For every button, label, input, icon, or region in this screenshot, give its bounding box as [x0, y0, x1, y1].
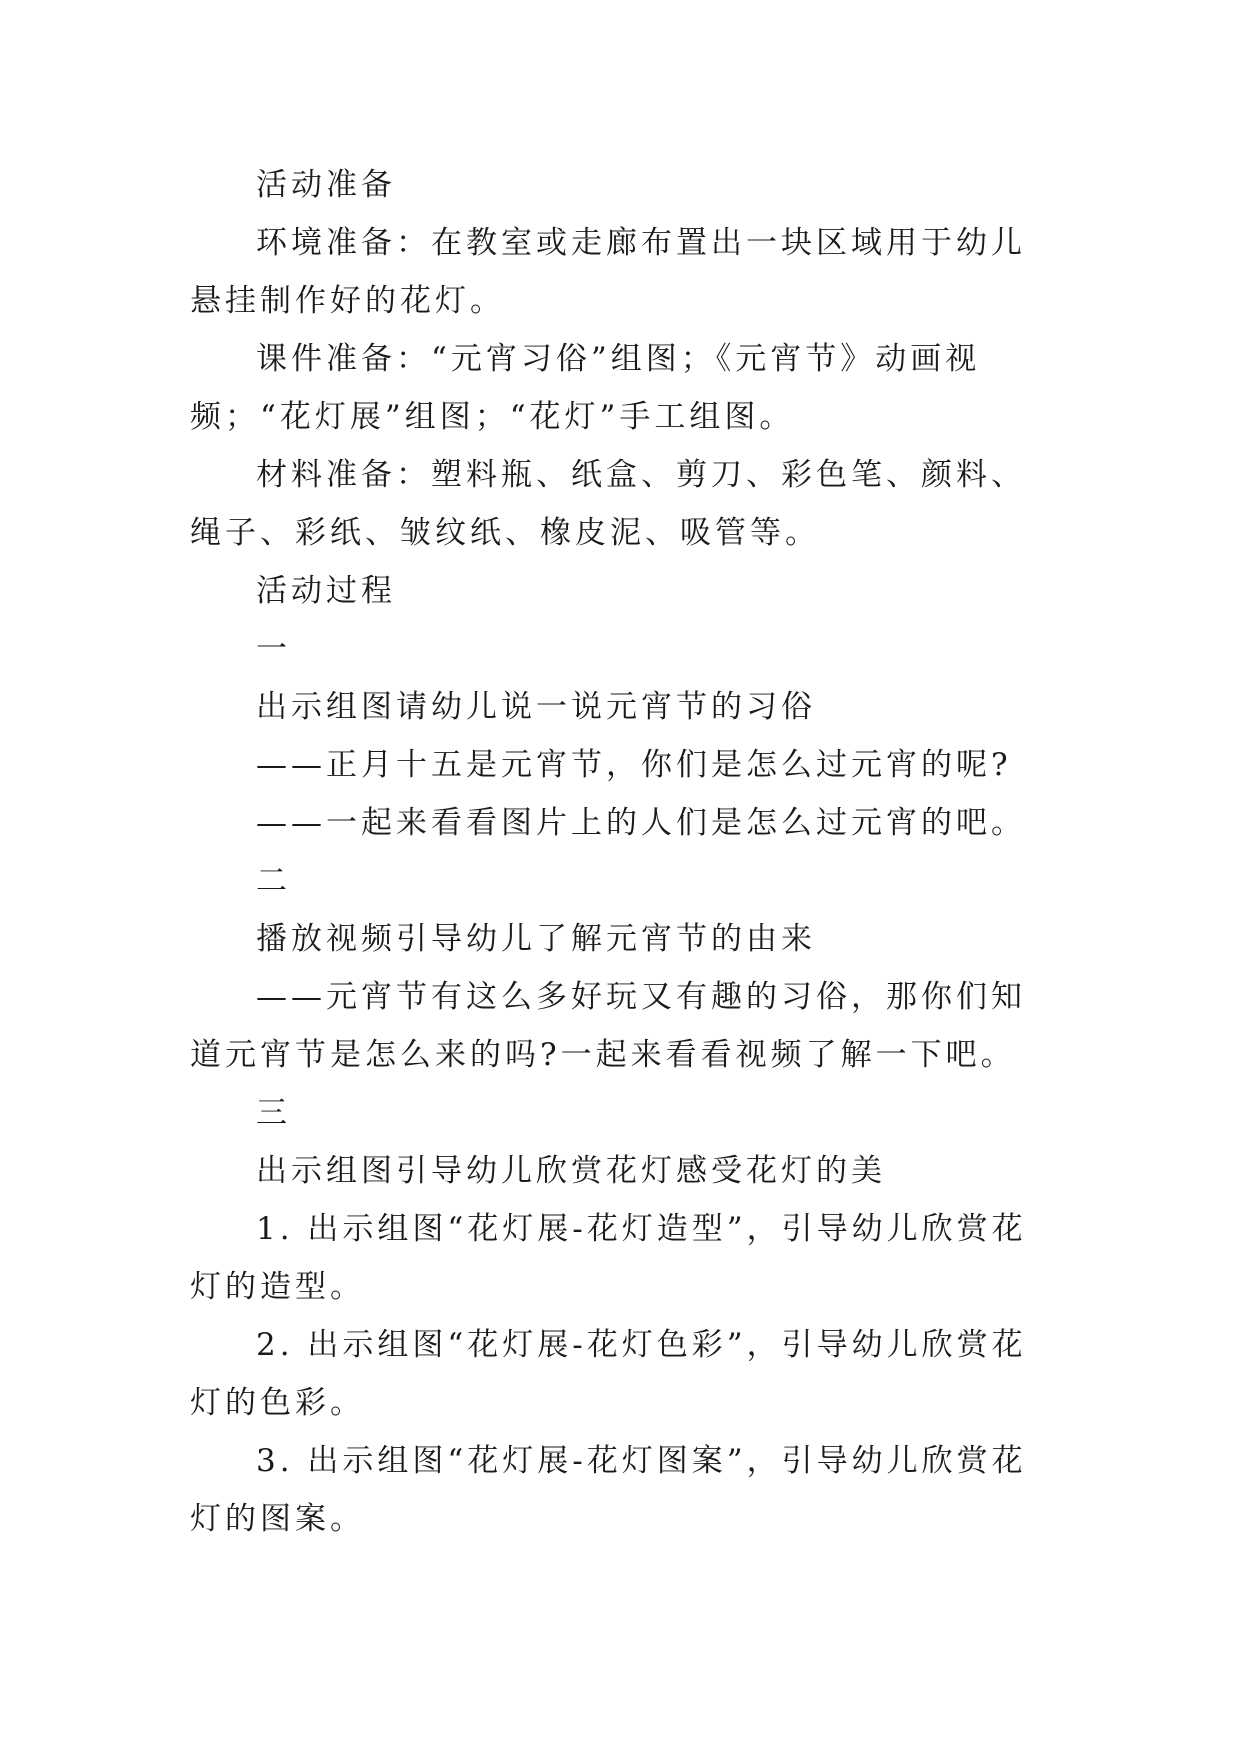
- section-three-title: 出示组图引导幼儿欣赏花灯感受花灯的美: [256, 1153, 886, 1189]
- dialogue-line: ——正月十五是元宵节，你们是怎么过元宵的呢?: [256, 747, 1012, 783]
- paragraph-courseware-preparation: 课件准备：“元宵习俗”组图；《元宵节》动画视频；“花灯展”组图；“花灯”手工组图。: [190, 341, 981, 435]
- section-one-title: 出示组图请幼儿说一说元宵节的习俗: [256, 689, 816, 725]
- heading-activity-preparation: 活动准备: [256, 167, 396, 203]
- paragraph-materials-preparation: 材料准备：塑料瓶、纸盒、剪刀、彩色笔、颜料、绳子、彩纸、皱纹纸、橡皮泥、吸管等。: [190, 457, 1026, 551]
- section-number-two: 二: [256, 863, 291, 899]
- document-page: [190, 156, 1060, 1548]
- heading-activity-process: 活动过程: [256, 573, 396, 609]
- dialogue-line: ——元宵节有这么多好玩又有趣的习俗，那你们知道元宵节是怎么来的吗?一起来看看视频了解一下吧。: [190, 979, 1026, 1073]
- paragraph-environment-preparation: 环境准备：在教室或走廊布置出一块区域用于幼儿悬挂制作好的花灯。: [190, 225, 1026, 319]
- dialogue-line: ——一起来看看图片上的人们是怎么过元宵的吧。: [256, 805, 1026, 841]
- list-item-modeling: 1. 出示组图“花灯展-花灯造型”，引导幼儿欣赏花灯的造型。: [190, 1211, 1027, 1305]
- list-item-color: 2. 出示组图“花灯展-花灯色彩”，引导幼儿欣赏花灯的色彩。: [190, 1327, 1027, 1421]
- section-two-title: 播放视频引导幼儿了解元宵节的由来: [256, 921, 816, 957]
- section-number-three: 三: [256, 1095, 291, 1131]
- section-number-one: 一: [256, 631, 291, 667]
- list-item-pattern: 3. 出示组图“花灯展-花灯图案”，引导幼儿欣赏花灯的图案。: [190, 1443, 1027, 1537]
